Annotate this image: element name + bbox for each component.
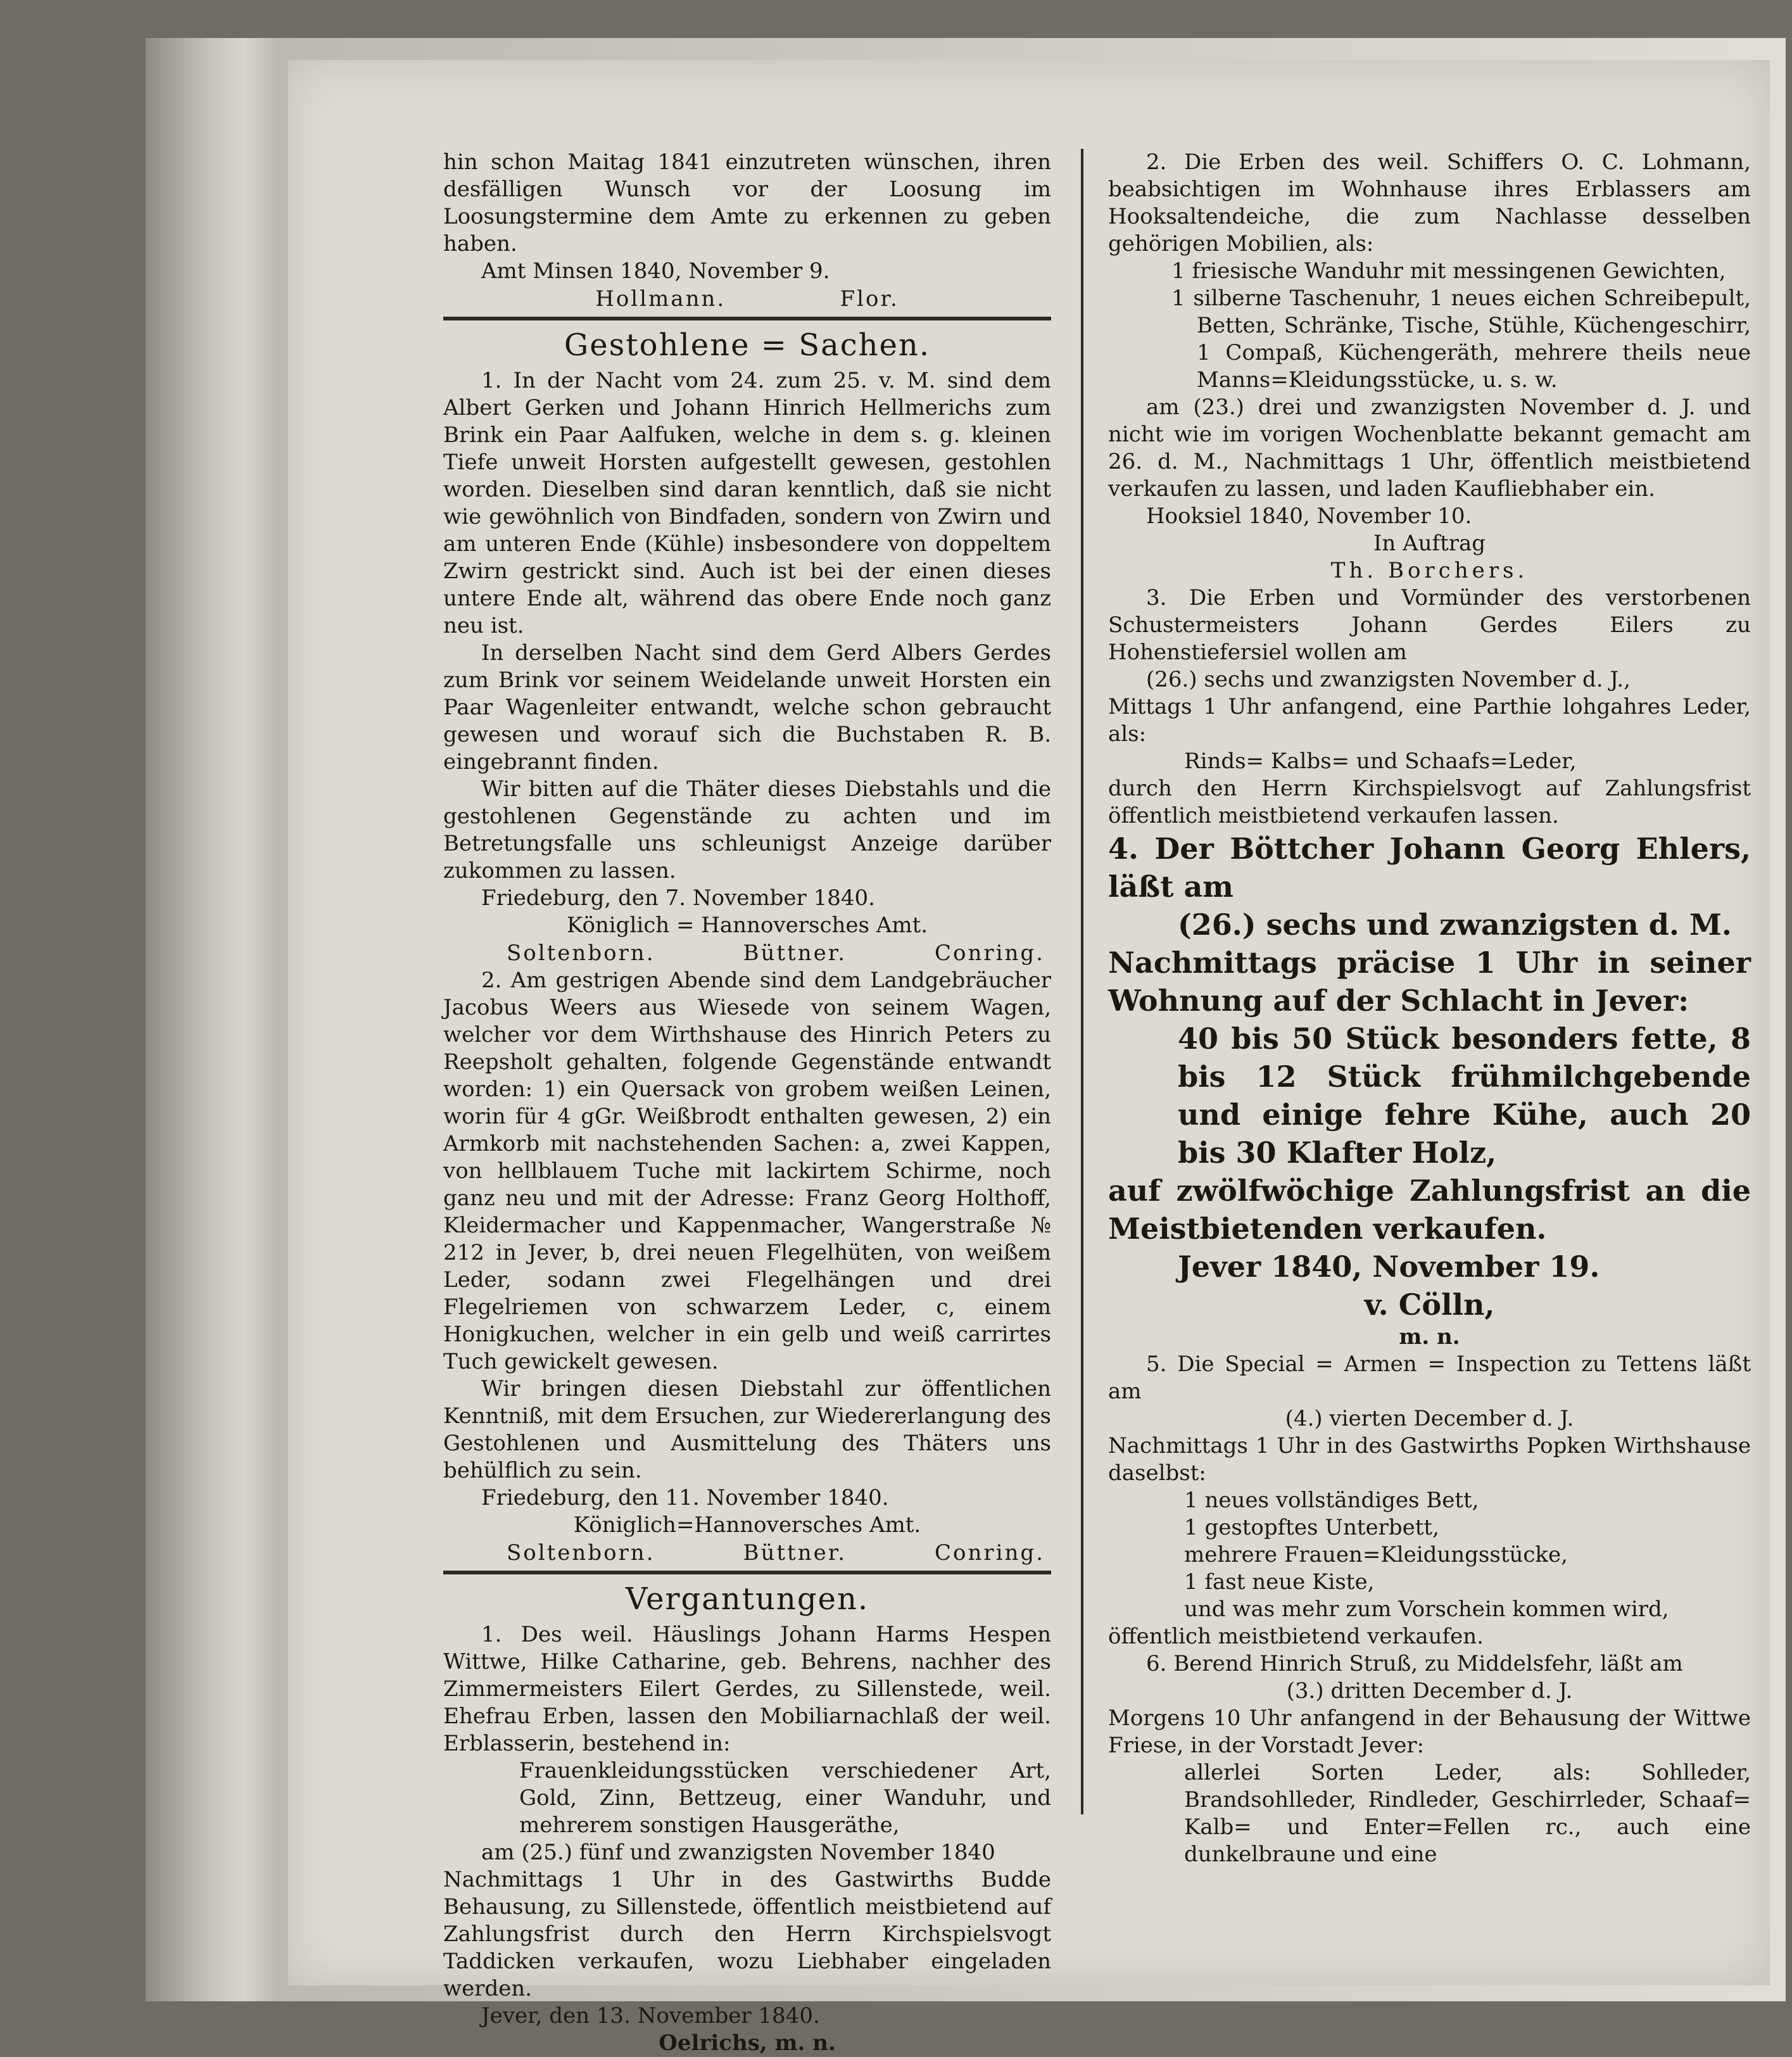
item5-list-entry: und was mehr zum Vorschein kommen wird, bbox=[1184, 1597, 1669, 1622]
item5-list-entry: mehrere Frauen=Kleidungsstücke, bbox=[1184, 1542, 1568, 1567]
section-heading-auctions: Vergantungen. bbox=[443, 1571, 1051, 1621]
stolen-date-2: Friedeburg, den 11. November 1840. bbox=[481, 1485, 889, 1510]
item5-paragraph-2: Nachmittags 1 Uhr in des Gastwirths Popken Wirthshause daselbst: bbox=[1108, 1433, 1751, 1486]
intro-text: hin schon Maitag 1841 einzutreten wünschen, ihren desfälligen Wunsch vor der Loosung im Loosungstermine dem Amte zu erkennen zu geben haben. bbox=[443, 149, 1051, 256]
item3-list: Rinds= Kalbs= und Schaafs=Leder, bbox=[1184, 749, 1577, 774]
stolen-office-2: Königlich=Hannoversches Amt. bbox=[573, 1512, 921, 1538]
item5-list-entry: 1 fast neue Kiste, bbox=[1184, 1569, 1375, 1595]
item4-date-line: (26.) sechs und zwanzigsten d. M. bbox=[1178, 908, 1732, 942]
stolen-paragraph-1: 1. In der Nacht vom 24. zum 25. v. M. sind dem Albert Gerken und Johann Hinrich Hellmerichs zum Brink ein Paar Aalfuken, welche in dem s. g. kleinen Tiefe unweit Horsten aufgestellt gewesen, gestohlen worden. Dieselben sind daran kenntlich, daß sie nicht wie gewöhnlich von Bindfaden, sondern von Zwirn und am unteren Ende (Kühle) insbesondere von doppeltem Zwirn gestrickt sind. Auch ist bei der einen dieses untere Ende alt, während das obere Ende noch ganz neu ist. bbox=[443, 368, 1051, 638]
stolen-paragraph-2: In derselben Nacht sind dem Gerd Albers Gerdes zum Brink vor seinem Weidelande unweit Horsten ein Paar Wagenleiter entwandt, welche schon gebraucht gewesen und worauf sich die Buchstaben R. B. eingebrannt finden. bbox=[443, 640, 1051, 775]
signature: Büttner. bbox=[743, 940, 847, 966]
item5-date-line: (4.) vierten December d. J. bbox=[1285, 1406, 1574, 1431]
signature: Soltenborn. bbox=[507, 940, 655, 966]
item4-list: 40 bis 50 Stück besonders fette, 8 bis 12 Stück frühmilchgebende und einige fehre Kühe, auch 20 bis 30 Klafter Holz, bbox=[1178, 1022, 1751, 1170]
item2-list-entry: 1 friesische Wanduhr mit messingenen Gewichten, bbox=[1171, 258, 1726, 284]
stolen-date-1: Friedeburg, den 7. November 1840. bbox=[481, 885, 875, 911]
item6-list: allerlei Sorten Leder, als: Sohlleder, Brandsohlleder, Rindleder, Geschirrleder, Schaaf= Kalb= und Enter=Fellen rc., auch eine dunkelbraune und eine bbox=[1184, 1760, 1751, 1867]
right-column bbox=[1108, 149, 1751, 1868]
auction-place-date: Jever, den 13. November 1840. bbox=[481, 2003, 820, 2029]
left-column bbox=[443, 149, 1051, 2057]
item5-list-entry: 1 gestopftes Unterbett, bbox=[1184, 1515, 1439, 1540]
item2-list-entry: 1 silberne Taschenuhr, 1 neues eichen Schreibepult, Betten, Schränke, Tische, Stühle, Küchengeschirr, 1 Compaß, Küchengeräth, mehrere theils neue Manns=Kleidungsstücke, u. s. w. bbox=[1171, 286, 1751, 393]
auction-paragraph-2: Nachmittags 1 Uhr in des Gastwirths Budde Behausung, zu Sillenstede, öffentlich meistbietend auf Zahlungsfrist durch den Herrn Kirchspielsvogt Taddicken verkaufen, wozu Liebhaber eingeladen werden. bbox=[443, 1867, 1051, 2001]
item5-paragraph-1: 5. Die Special = Armen = Inspection zu Tettens läßt am bbox=[1108, 1351, 1751, 1404]
item3-paragraph-2: Mittags 1 Uhr anfangend, eine Parthie lohgahres Leder, als: bbox=[1108, 694, 1751, 747]
stolen-paragraph-5: Wir bringen diesen Diebstahl zur öffentlichen Kenntniß, mit dem Ersuchen, zur Wiedererlangung des Gestohlenen und Ausmittelung des Thäters uns behülflich zu sein. bbox=[443, 1376, 1051, 1483]
item6-paragraph-2: Morgens 10 Uhr anfangend in der Behausung der Wittwe Friese, in der Vorstadt Jever: bbox=[1108, 1706, 1751, 1758]
signature: Büttner. bbox=[743, 1540, 847, 1566]
item4-paragraph-1: 4. Der Böttcher Johann Georg Ehlers, läßt am bbox=[1108, 832, 1751, 904]
auction-paragraph-1: 1. Des weil. Häuslings Johann Harms Hespen Wittwe, Hilke Catharine, geb. Behrens, nachher des Zimmermeisters Eilert Gerdes, zu Sillenstede, weil. Ehefrau Erben, lassen den Mobiliarnachlaß der weil. Erblasserin, bestehend in: bbox=[443, 1622, 1051, 1756]
auction-signature: Oelrichs, m. n. bbox=[659, 2030, 836, 2056]
stolen-office-1: Königlich = Hannoversches Amt. bbox=[566, 913, 928, 938]
item5-paragraph-3: öffentlich meistbietend verkaufen. bbox=[1108, 1624, 1484, 1649]
item4-place-date: Jever 1840, November 19. bbox=[1178, 1250, 1600, 1284]
intro-signatures bbox=[443, 285, 1051, 313]
stolen-signatures-1 bbox=[443, 939, 1051, 967]
item2-paragraph-1: 2. Die Erben des weil. Schiffers O. C. Lohmann, beabsichtigen im Wohnhause ihres Erblassers am Hooksaltendeiche, die zum Nachlasse desselben gehörigen Mobilien, als: bbox=[1108, 149, 1751, 256]
stolen-signatures-2 bbox=[443, 1539, 1051, 1567]
signature: Conring. bbox=[935, 1540, 1045, 1566]
auction-items: Frauenkleidungsstücken verschiedener Art, Gold, Zinn, Bettzeug, einer Wanduhr, und mehrerem sonstigen Hausgeräthe, bbox=[519, 1758, 1051, 1838]
item3-paragraph-3: durch den Herrn Kirchspielsvogt auf Zahlungsfrist öffentlich meistbietend verkaufen lassen. bbox=[1108, 776, 1751, 828]
item6-date-line: (3.) dritten December d. J. bbox=[1286, 1678, 1573, 1704]
newspaper-page bbox=[288, 60, 1770, 2056]
item4-paragraph-2: Nachmittags präcise 1 Uhr in seiner Wohnung auf der Schlacht in Jever: bbox=[1108, 946, 1751, 1018]
item5-list-entry: 1 neues vollständiges Bett, bbox=[1184, 1488, 1479, 1513]
section-heading-stolen: Gestohlene = Sachen. bbox=[443, 317, 1051, 367]
item2-in-auftrag: In Auftrag bbox=[1373, 531, 1486, 556]
column-divider bbox=[1081, 149, 1083, 1814]
signature: Flor. bbox=[840, 286, 899, 312]
item2-place-date: Hooksiel 1840, November 10. bbox=[1146, 503, 1472, 529]
signature: Hollmann. bbox=[595, 286, 726, 312]
auction-date-line: am (25.) fünf und zwanzigsten November 1840 bbox=[481, 1840, 995, 1865]
item3-date-line: (26.) sechs und zwanzigsten November d. J., bbox=[1146, 667, 1631, 692]
stolen-paragraph-4: 2. Am gestrigen Abende sind dem Landgebräucher Jacobus Weers aus Wiesede von seinem Wagen, welcher vor dem Wirthshause des Hinrich Peters zu Reepsholt gehalten, folgende Gegenstände entwandt worden: 1) ein Quersack von grobem weißen Leinen, worin für 4 gGr. Weißbrodt enthalten gewesen, 2) ein Armkorb mit nachstehenden Sachen: a, zwei Kappen, von hellblauem Tuche mit lackirtem Schirme, noch ganz neu und mit der Adresse: Franz Georg Holthoff, Kleidermacher und Kappenmacher, Wangerstraße № 212 in Jever, b, drei neuen Flegelhüten, von weißem Leder, sodann zwei Flegelhängen und drei Flegelriemen von schwarzem Leder, c, einem Honigkuchen, welcher in ein gelb und weiß carrirtes Tuch gewickelt gewesen. bbox=[443, 968, 1051, 1374]
item4-signature-2: m. n. bbox=[1399, 1324, 1460, 1350]
signature: Soltenborn. bbox=[507, 1540, 655, 1566]
signature: Conring. bbox=[935, 940, 1045, 966]
intro-place-date: Amt Minsen 1840, November 9. bbox=[481, 258, 830, 284]
item4-signature: v. Cölln, bbox=[1364, 1288, 1495, 1322]
item2-paragraph-2: am (23.) drei und zwanzigsten November d. J. und nicht wie im vorigen Wochenblatte bekannt gemacht am 26. d. M., Nachmittags 1 Uhr, öffentlich meistbietend verkaufen zu lassen, und laden Kaufliebhaber ein. bbox=[1108, 395, 1751, 502]
item3-paragraph-1: 3. Die Erben und Vormünder des verstorbenen Schustermeisters Johann Gerdes Eilers zu Hohenstiefersiel wollen am bbox=[1108, 585, 1751, 665]
item4-paragraph-3: auf zwölfwöchige Zahlungsfrist an die Meistbietenden verkaufen. bbox=[1108, 1174, 1751, 1246]
item6-paragraph-1: 6. Berend Hinrich Struß, zu Middelsfehr, läßt am bbox=[1146, 1651, 1683, 1676]
stolen-paragraph-3: Wir bitten auf die Thäter dieses Diebstahls und die gestohlenen Gegenstände zu achten und im Betretungsfalle uns schleunigst Anzeige darüber zukommen zu lassen. bbox=[443, 776, 1051, 883]
item2-signature: Th. Borchers. bbox=[1330, 558, 1529, 583]
